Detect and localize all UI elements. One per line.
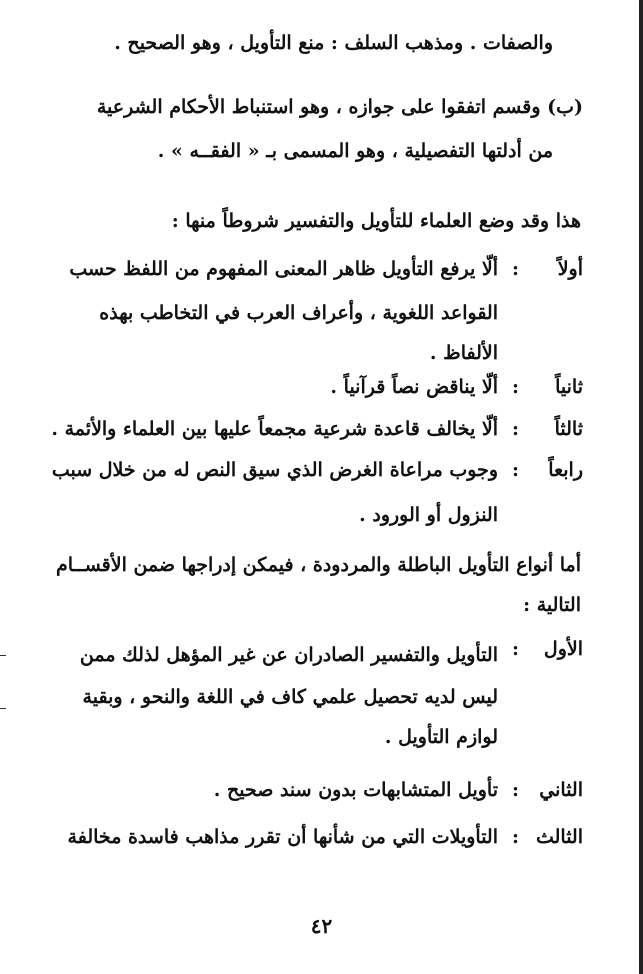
page-number: ٤٢ — [310, 914, 333, 938]
type-text: تأويل المتشابهات بدون سند صحيح . — [213, 779, 498, 801]
type-text: لوازم التأويل . — [384, 726, 498, 748]
condition-text: ألّا يناقض نصاً قرآنياً . — [330, 376, 498, 398]
text-line: من أدلتها التفصيلية ، وهو المسمى بـ « الفقــه » . — [157, 140, 553, 162]
type-label: الثالث — [535, 826, 583, 848]
condition-label: ثالثاً — [554, 418, 583, 440]
type-label: الأول — [543, 638, 583, 660]
colon-separator: : — [512, 376, 520, 398]
scan-mark — [0, 708, 6, 709]
page-edge-shadow — [639, 0, 643, 974]
scan-mark — [0, 655, 6, 656]
section-intro: هذا وقد وضع العلماء للتأويل والتفسير شروطاً منها : — [171, 210, 581, 232]
type-text: ليس لديه تحصيل علمي كاف في اللغة والنحو ، وبقية — [82, 686, 498, 708]
colon-separator: : — [512, 418, 520, 440]
colon-separator: : — [512, 826, 520, 848]
colon-separator: : — [512, 638, 520, 660]
colon-separator: : — [512, 459, 520, 481]
condition-text: القواعد اللغوية ، وأعراف العرب في التخاطب بهذه — [99, 302, 498, 324]
section-intro: أما أنواع التأويل الباطلة والمردودة ، فيمكن إدراجها ضمن الأقســام — [56, 554, 581, 576]
colon-separator: : — [512, 258, 520, 280]
condition-label: أولاً — [557, 258, 583, 280]
condition-text: النزول أو الورود . — [359, 504, 498, 526]
text-line: (ب) وقسم اتفقوا على جوازه ، وهو استنباط الأحكام الشرعية — [96, 96, 583, 118]
condition-text: الألفاظ . — [429, 342, 498, 364]
type-label: الثاني — [539, 779, 583, 801]
condition-label: رابعاً — [548, 459, 583, 481]
condition-label: ثانياً — [555, 376, 583, 398]
type-text: التأويل والتفسير الصادران عن غير المؤهل لذلك ممن — [79, 644, 498, 666]
section-intro: التالية : — [523, 594, 581, 616]
type-text: التأويلات التي من شأنها أن تقرر مذاهب فاسدة مخالفة — [67, 826, 498, 848]
text-line: والصفات . ومذهب السلف : منع التأويل ، وهو الصحيح . — [114, 32, 553, 54]
condition-text: ألّا يرفع التأويل ظاهر المعنى المفهوم من اللفظ حسب — [69, 258, 498, 280]
condition-text: ألّا يخالف قاعدة شرعية مجمعاً عليها بين العلماء والأئمة . — [51, 418, 498, 440]
condition-text: وجوب مراعاة الغرض الذي سيق النص له من خلال سبب — [51, 459, 498, 481]
colon-separator: : — [512, 779, 520, 801]
